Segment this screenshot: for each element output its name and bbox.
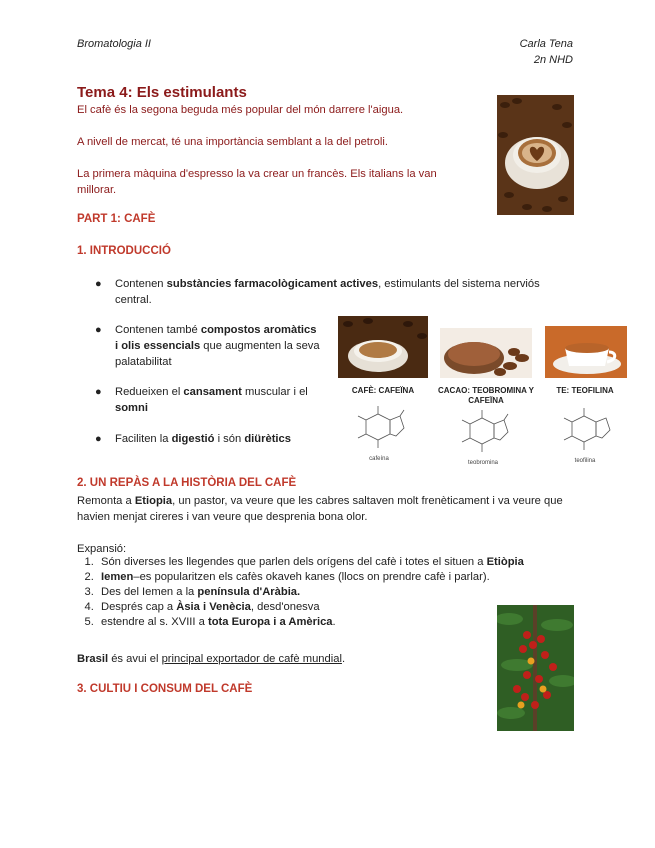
header-course: Bromatologia II: [77, 38, 151, 50]
list-item: 5. estendre al s. XVIII a tota Europa i a Amèrica.: [97, 615, 577, 630]
list-item: ● Redueixen el cansament muscular i el somni: [95, 386, 308, 414]
theophylline-molecule: [554, 404, 616, 458]
cacao-photo: [440, 328, 532, 378]
part-1-heading: PART 1: CAFÈ: [77, 213, 156, 225]
history-paragraph: Remonta a Etiopia, un pastor, va veure que les cabres saltaven molt frenèticament i va veure que havien menjat cireres i van veure que desprenia bona olor.: [77, 495, 563, 523]
section-1-heading: 1. INTRODUCCIÓ: [77, 245, 171, 257]
bullet-icon: ●: [95, 386, 102, 398]
bullet-icon: ●: [95, 433, 102, 445]
list-item: ● Contenen substàncies farmacològicament actives, estimulants del sistema nerviós central.: [95, 278, 540, 306]
list-item: 2. Iemen–es popularitzen els cafès okaveh kanes (llocs on prendre cafè i parlar).: [97, 570, 577, 585]
caption-coffee: CAFÈ: CAFEÏNA: [351, 386, 415, 395]
list-item: ● Contenen també compostos aromàtics i olis essencials que augmenten la seva palatabilitat: [95, 324, 320, 368]
molecule-label-theobromine: teobromina: [467, 460, 499, 466]
caption-cacao: CACAO: TEOBROMINA Y CAFEÏNA: [438, 386, 534, 405]
list-item: 3. Des del Iemen a la península d'Aràbia.: [97, 585, 577, 600]
caffeine-molecule: [348, 402, 410, 458]
section-2-heading: 2. UN REPÀS A LA HISTÒRIA DEL CAFÈ: [77, 477, 297, 489]
bullet-icon: ●: [95, 324, 102, 336]
intro-paragraph-3: La primera màquina d'espresso la va crear un francès. Els italians la van millorar.: [77, 168, 437, 196]
bullet-icon: ●: [95, 278, 102, 290]
coffee-photo: [338, 316, 428, 378]
coffee-cherries-image: [497, 605, 574, 731]
theobromine-molecule: [452, 406, 514, 460]
intro-paragraph-2: A nivell de mercat, té una importància semblant a la del petroli.: [77, 136, 388, 148]
caption-tea: TE: TEOFILINA: [556, 386, 614, 395]
header-author: Carla Tena: [519, 38, 573, 50]
page-title: Tema 4: Els estimulants: [77, 84, 247, 101]
section-3-heading: 3. CULTIU I CONSUM DEL CAFÈ: [77, 683, 253, 695]
molecule-label-caffeine: cafeína: [369, 456, 389, 462]
list-item: 1. Són diverses les llegendes que parlen dels orígens del cafè i totes el situen a Etiòpia: [97, 555, 577, 570]
brasil-paragraph: Brasil és avui el principal exportador de cafè mundial.: [77, 653, 346, 665]
molecule-label-theophylline: teofilina: [574, 458, 596, 464]
header-group: 2n NHD: [533, 54, 573, 66]
list-item: ● Faciliten la digestió i són diürètics: [95, 433, 291, 445]
expansion-label: Expansió:: [77, 543, 127, 555]
tea-photo: [545, 326, 627, 378]
coffee-cup-image: [497, 95, 574, 215]
intro-paragraph-1: El cafè és la segona beguda més popular del món darrere l'aigua.: [77, 104, 404, 116]
list-item: 4. Després cap a Àsia i Venècia, desd'onesva: [97, 600, 577, 615]
